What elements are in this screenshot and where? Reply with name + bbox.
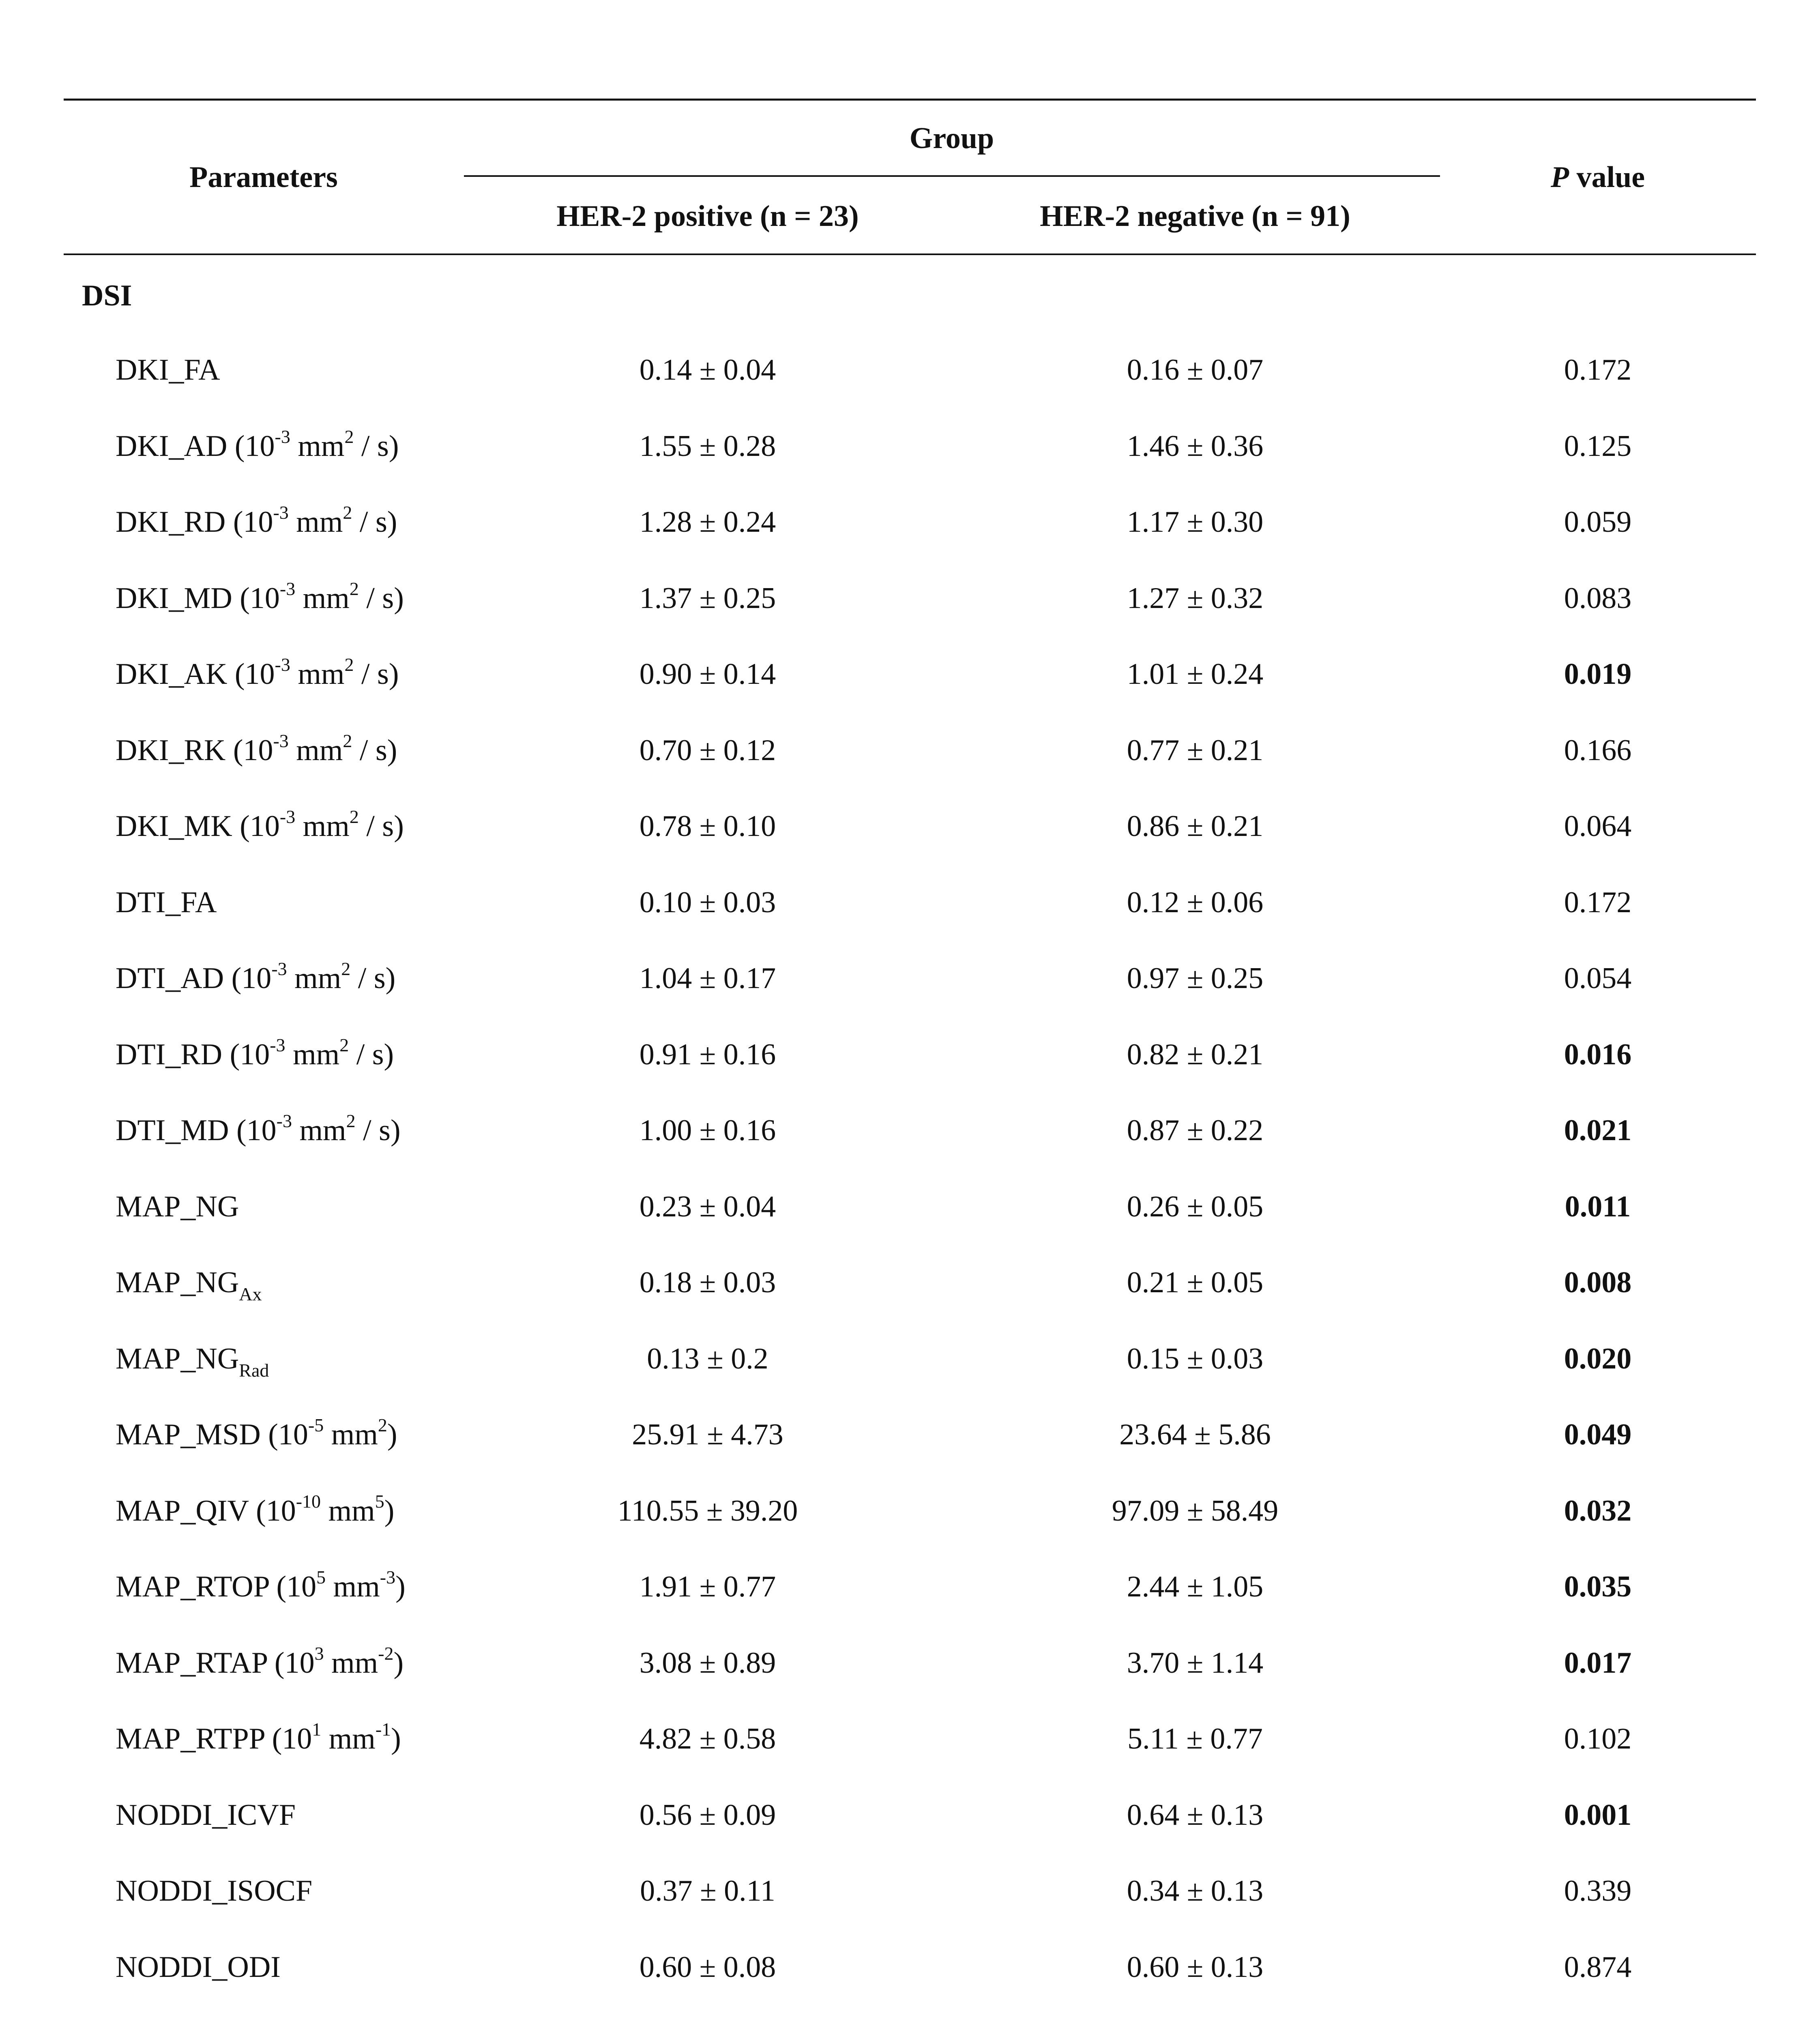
header-parameters: Parameters: [189, 161, 338, 194]
her2-negative-value: 0.12 ± 0.06: [1127, 886, 1264, 919]
parameter-cell: [116, 1416, 397, 1453]
p-value: 0.021: [1564, 1114, 1632, 1147]
her2-negative-value: 0.82 ± 0.21: [1127, 1038, 1264, 1071]
parameter-unit-exponent: 2: [346, 1111, 356, 1132]
parameter-name: DKI_FA: [116, 353, 220, 387]
p-value: 0.019: [1564, 657, 1632, 691]
parameter-cell: [116, 1341, 269, 1381]
parameter-name: MAP_NG: [116, 1190, 239, 1223]
p-value: 0.020: [1564, 1342, 1632, 1375]
her2-positive-value: 25.91 ± 4.73: [632, 1418, 783, 1451]
her2-negative-value: 0.60 ± 0.13: [1127, 1951, 1264, 1984]
parameter-unit: mm: [290, 657, 345, 691]
parameter-exponent: -3: [275, 426, 290, 447]
header-p-value: [1551, 159, 1645, 195]
parameter-name: NODDI_ODI: [116, 1951, 281, 1984]
parameter-name: MAP_RTPP (10: [116, 1722, 312, 1755]
parameter-unit: mm: [287, 962, 341, 995]
p-value: 0.172: [1564, 886, 1632, 919]
parameter-unit: mm: [295, 810, 350, 843]
p-value: 0.016: [1564, 1038, 1632, 1071]
parameter-unit-tail: ): [391, 1722, 401, 1755]
table-row: [0, 1949, 1820, 1985]
group-span-rule: [464, 175, 1440, 177]
parameter-name: DKI_RD (10: [116, 505, 273, 539]
her2-negative-value: 0.87 ± 0.22: [1127, 1114, 1264, 1147]
parameter-cell: [116, 656, 399, 692]
her2-positive-value: 4.82 ± 0.58: [639, 1722, 776, 1755]
her2-negative-value: 0.97 ± 0.25: [1127, 962, 1264, 995]
her2-positive-value: 1.55 ± 0.28: [639, 430, 776, 463]
p-value: 0.035: [1564, 1570, 1632, 1603]
p-value: 0.125: [1564, 430, 1632, 463]
table-row: [0, 1341, 1820, 1381]
her2-negative-value: 0.77 ± 0.21: [1127, 734, 1264, 767]
table-row: [0, 1721, 1820, 1757]
her2-positive-value: 1.28 ± 0.24: [639, 505, 776, 539]
parameter-name: DKI_AD (10: [116, 430, 275, 463]
parameter-name: DTI_RD (10: [116, 1038, 270, 1071]
parameter-cell: [116, 1949, 281, 1985]
parameter-unit: mm: [324, 1418, 378, 1451]
parameter-unit-exponent: 5: [375, 1491, 384, 1512]
parameter-subscript: Rad: [239, 1360, 269, 1381]
her2-positive-value: 1.00 ± 0.16: [639, 1114, 776, 1147]
her2-negative-value: 2.44 ± 1.05: [1127, 1570, 1264, 1603]
parameter-unit: mm: [288, 734, 343, 767]
parameter-cell: [116, 1721, 401, 1757]
parameter-unit: mm: [295, 582, 350, 615]
table-row: [0, 1493, 1820, 1529]
parameter-unit-tail: / s): [358, 810, 404, 843]
parameter-subscript: Ax: [239, 1283, 262, 1304]
table-row: [0, 732, 1820, 769]
parameter-unit-exponent: 2: [344, 426, 354, 447]
her2-negative-value: 0.15 ± 0.03: [1127, 1342, 1264, 1375]
parameter-name: MAP_NG: [116, 1342, 239, 1375]
table-row: [0, 580, 1820, 617]
table-row: [0, 1036, 1820, 1073]
parameter-name: DTI_FA: [116, 886, 217, 919]
table-row: [0, 1645, 1820, 1681]
her2-negative-value: 1.17 ± 0.30: [1127, 505, 1264, 539]
p-value: 0.032: [1564, 1494, 1632, 1527]
parameter-cell: [116, 732, 397, 769]
her2-positive-value: 1.04 ± 0.17: [639, 962, 776, 995]
her2-positive-value: 0.90 ± 0.14: [639, 657, 776, 691]
parameter-cell: [116, 1188, 239, 1225]
parameter-exponent: -3: [279, 806, 296, 827]
her2-negative-value: 0.16 ± 0.07: [1127, 353, 1264, 387]
parameter-exponent: -3: [276, 1111, 292, 1132]
table-row: [0, 1264, 1820, 1304]
her2-positive-value: 3.08 ± 0.89: [639, 1646, 776, 1680]
parameter-exponent: 1: [312, 1719, 322, 1740]
parameter-unit-exponent: -3: [380, 1567, 396, 1588]
parameter-unit-tail: / s): [354, 657, 399, 691]
parameter-unit-exponent: 2: [343, 730, 352, 752]
parameter-cell: [116, 1264, 262, 1304]
parameter-exponent: 3: [314, 1643, 324, 1664]
header-group: Group: [909, 122, 994, 155]
parameter-unit: mm: [321, 1494, 375, 1527]
her2-negative-value: 23.64 ± 5.86: [1119, 1418, 1271, 1451]
her2-positive-value: 0.37 ± 0.11: [640, 1874, 775, 1908]
parameter-unit: mm: [326, 1570, 380, 1603]
section-dsi: DSI: [82, 279, 132, 312]
parameter-exponent: -10: [296, 1491, 321, 1512]
table-row: [0, 1416, 1820, 1453]
p-value: 0.001: [1564, 1798, 1632, 1832]
parameter-unit: mm: [292, 1114, 346, 1147]
parameter-name: NODDI_ICVF: [116, 1798, 296, 1832]
parameter-unit-tail: / s): [354, 430, 399, 463]
parameter-cell: [116, 1568, 406, 1605]
header-p-italic: P: [1550, 161, 1569, 194]
her2-negative-value: 0.64 ± 0.13: [1127, 1798, 1264, 1832]
table-row: [0, 504, 1820, 540]
her2-positive-value: 0.91 ± 0.16: [639, 1038, 776, 1071]
parameter-cell: [116, 504, 397, 540]
her2-positive-value: 0.14 ± 0.04: [639, 353, 776, 387]
parameter-unit-exponent: 2: [349, 806, 359, 827]
header-p-rest: value: [1569, 161, 1645, 194]
parameter-unit-tail: ): [384, 1494, 395, 1527]
parameter-name: MAP_RTOP (10: [116, 1570, 317, 1603]
parameter-unit: mm: [288, 505, 343, 539]
parameter-unit-exponent: 2: [339, 1035, 349, 1056]
parameter-unit-tail: ): [387, 1418, 397, 1451]
p-value: 0.049: [1564, 1418, 1632, 1451]
table-row: [0, 1873, 1820, 1909]
parameter-cell: [116, 352, 220, 388]
p-value: 0.874: [1564, 1951, 1632, 1984]
p-value: 0.172: [1564, 353, 1632, 387]
parameter-cell: [116, 1645, 403, 1681]
parameter-unit-exponent: 2: [378, 1415, 387, 1436]
table-row: [0, 1797, 1820, 1833]
parameter-unit-exponent: -1: [375, 1719, 391, 1740]
parameter-cell: [116, 1797, 296, 1833]
parameter-unit-tail: / s): [349, 1038, 394, 1071]
her2-negative-value: 5.11 ± 0.77: [1127, 1722, 1263, 1755]
parameter-name: MAP_NG: [116, 1266, 239, 1299]
parameter-name: DKI_AK (10: [116, 657, 275, 691]
p-value: 0.083: [1564, 582, 1632, 615]
her2-positive-value: 0.13 ± 0.2: [647, 1342, 768, 1375]
parameter-name: DTI_AD (10: [116, 962, 272, 995]
p-value: 0.064: [1564, 810, 1632, 843]
table-row: [0, 1568, 1820, 1605]
parameter-cell: [116, 1873, 312, 1909]
p-value: 0.011: [1565, 1190, 1631, 1223]
table-row: [0, 656, 1820, 692]
her2-positive-value: 0.23 ± 0.04: [639, 1190, 776, 1223]
parameter-unit-tail: / s): [352, 505, 397, 539]
p-value: 0.102: [1564, 1722, 1632, 1755]
parameter-cell: [116, 428, 399, 464]
parameter-exponent: -3: [273, 730, 289, 752]
parameter-unit-exponent: 2: [349, 578, 359, 599]
p-value: 0.166: [1564, 734, 1632, 767]
header-her2-positive: HER-2 positive (n = 23): [556, 200, 859, 233]
her2-negative-value: 0.34 ± 0.13: [1127, 1874, 1264, 1908]
parameter-exponent: 5: [316, 1567, 326, 1588]
p-value: 0.054: [1564, 962, 1632, 995]
parameter-unit-tail: / s): [358, 582, 404, 615]
her2-negative-value: 0.21 ± 0.05: [1127, 1266, 1264, 1299]
parameter-unit: mm: [324, 1646, 378, 1680]
parameter-unit-exponent: -2: [378, 1643, 394, 1664]
parameter-exponent: -3: [273, 502, 289, 523]
parameter-cell: [116, 808, 404, 844]
her2-positive-value: 1.91 ± 0.77: [639, 1570, 776, 1603]
parameter-unit: mm: [285, 1038, 340, 1071]
parameter-unit-tail: / s): [355, 1114, 401, 1147]
table-row: [0, 352, 1820, 388]
her2-negative-value: 97.09 ± 58.49: [1112, 1494, 1279, 1527]
parameter-unit: mm: [321, 1722, 376, 1755]
table-row: [0, 1112, 1820, 1149]
parameter-unit-tail: ): [393, 1646, 404, 1680]
parameter-name: DKI_MK (10: [116, 810, 280, 843]
p-value: 0.017: [1564, 1646, 1632, 1680]
her2-positive-value: 0.56 ± 0.09: [639, 1798, 776, 1832]
table-row: [0, 884, 1820, 921]
parameter-cell: [116, 1493, 394, 1529]
her2-negative-value: 0.86 ± 0.21: [1127, 810, 1264, 843]
parameter-name: MAP_RTAP (10: [116, 1646, 315, 1680]
parameter-cell: [116, 1036, 394, 1073]
parameter-unit-tail: / s): [352, 734, 397, 767]
her2-positive-value: 0.70 ± 0.12: [639, 734, 776, 767]
parameter-name: DKI_MD (10: [116, 582, 280, 615]
parameter-cell: [116, 1112, 401, 1149]
table-row: [0, 808, 1820, 844]
parameter-unit-exponent: 2: [344, 654, 354, 675]
parameter-cell: [116, 960, 395, 997]
her2-positive-value: 110.55 ± 39.20: [617, 1494, 798, 1527]
p-value: 0.339: [1564, 1874, 1632, 1908]
parameter-cell: [116, 580, 404, 617]
parameter-exponent: -3: [275, 654, 290, 675]
her2-positive-value: 0.18 ± 0.03: [639, 1266, 776, 1299]
parameter-cell: [116, 884, 217, 921]
parameter-unit-tail: ): [395, 1570, 406, 1603]
parameter-unit-exponent: 2: [343, 502, 352, 523]
parameter-unit: mm: [290, 430, 345, 463]
header-her2-negative: HER-2 negative (n = 91): [1040, 200, 1350, 233]
parameter-name: MAP_QIV (10: [116, 1494, 296, 1527]
table-header-rule: [64, 254, 1756, 255]
her2-positive-value: 0.10 ± 0.03: [639, 886, 776, 919]
parameter-name: NODDI_ISOCF: [116, 1874, 313, 1908]
parameter-exponent: -3: [270, 1035, 285, 1056]
parameter-exponent: -3: [271, 958, 287, 980]
her2-negative-value: 3.70 ± 1.14: [1127, 1646, 1264, 1680]
her2-negative-value: 1.01 ± 0.24: [1127, 657, 1264, 691]
table-row: [0, 960, 1820, 997]
parameter-unit-exponent: 2: [341, 958, 351, 980]
her2-positive-value: 0.60 ± 0.08: [639, 1951, 776, 1984]
p-value: 0.059: [1564, 505, 1632, 539]
her2-negative-value: 1.27 ± 0.32: [1127, 582, 1264, 615]
her2-negative-value: 0.26 ± 0.05: [1127, 1190, 1264, 1223]
table-top-rule: [64, 99, 1756, 101]
parameter-name: DTI_MD (10: [116, 1114, 277, 1147]
table-row: [0, 428, 1820, 464]
her2-positive-value: 0.78 ± 0.10: [639, 810, 776, 843]
p-value: 0.008: [1564, 1266, 1632, 1299]
parameter-name: MAP_MSD (10: [116, 1418, 308, 1451]
her2-positive-value: 1.37 ± 0.25: [639, 582, 776, 615]
parameter-name: DKI_RK (10: [116, 734, 273, 767]
parameter-unit-tail: / s): [350, 962, 396, 995]
parameter-exponent: -5: [308, 1415, 324, 1436]
table-row: [0, 1188, 1820, 1225]
parameter-exponent: -3: [279, 578, 296, 599]
her2-negative-value: 1.46 ± 0.36: [1127, 430, 1264, 463]
